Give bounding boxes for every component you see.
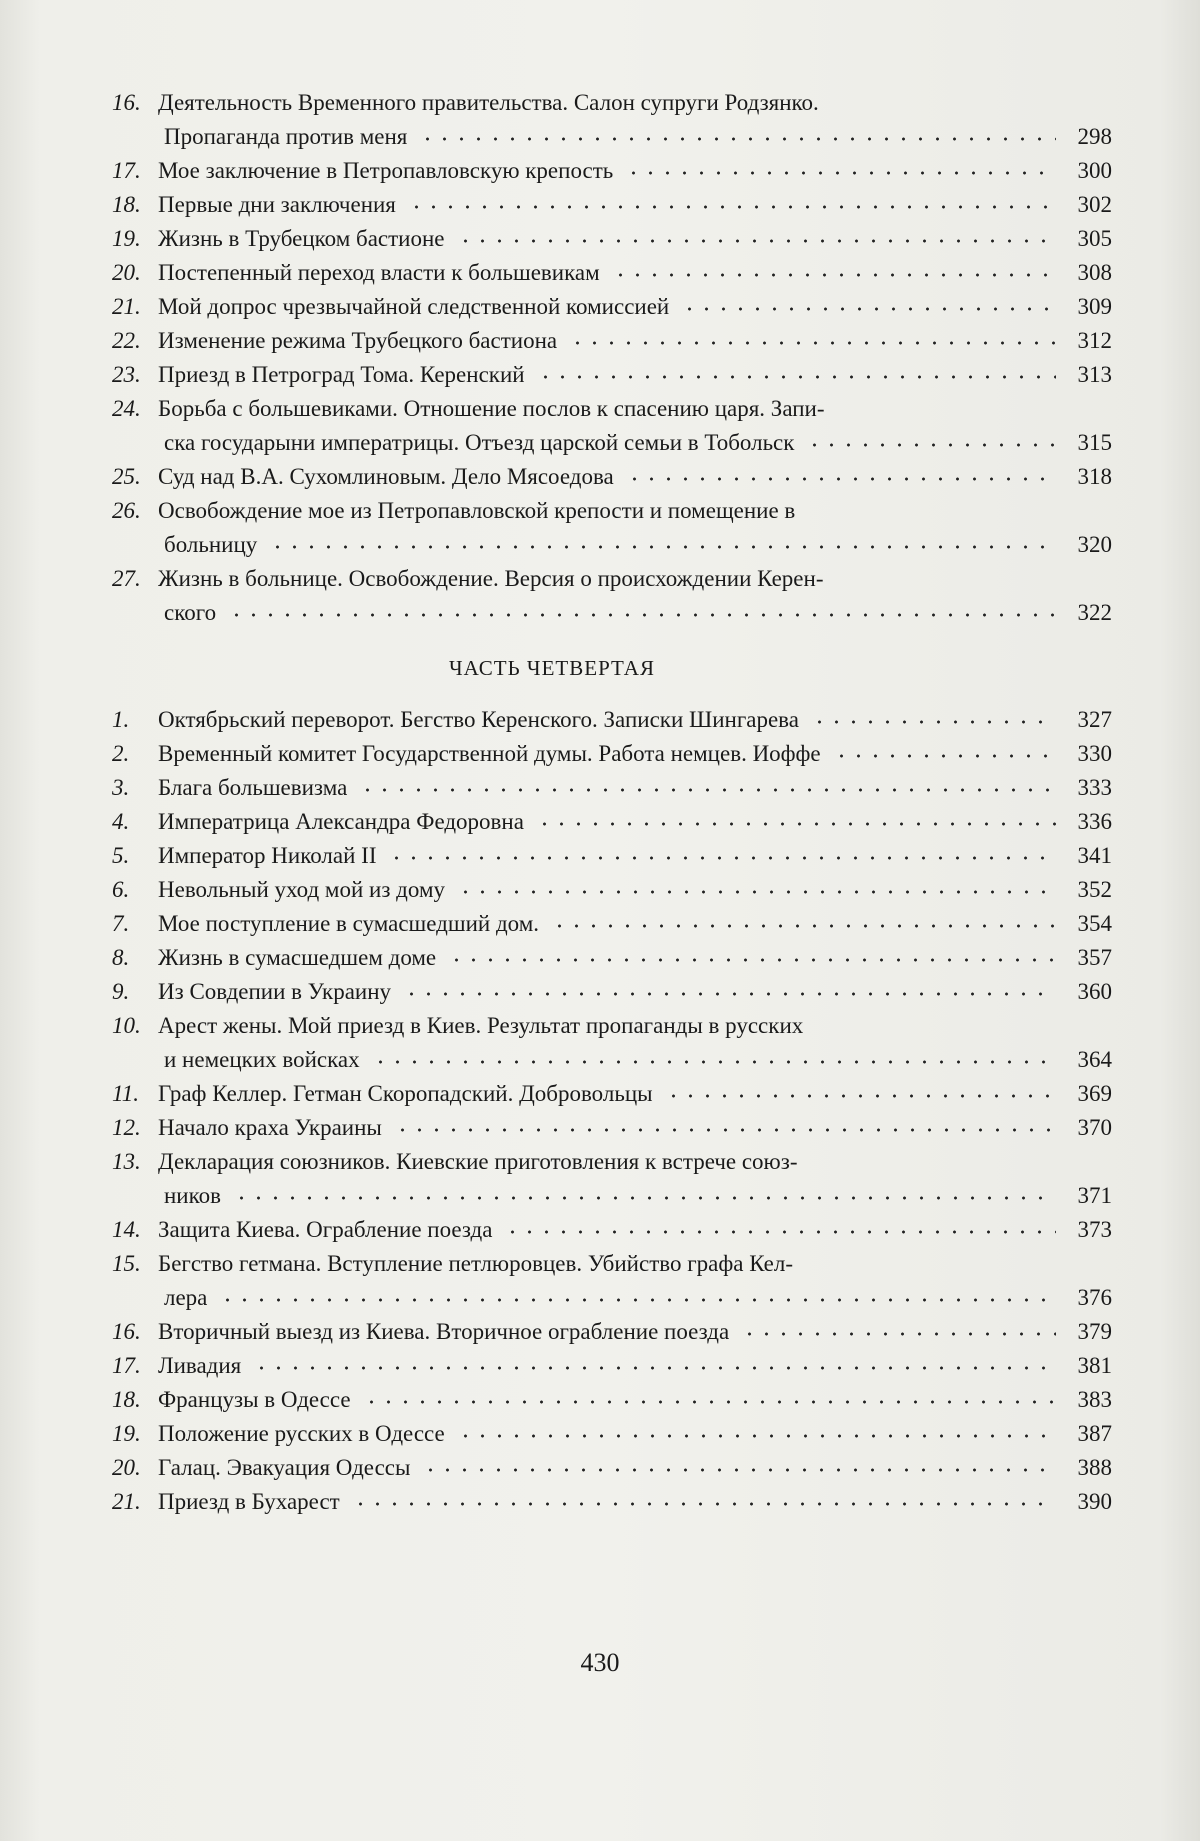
entry-page: 371 bbox=[1077, 1183, 1112, 1208]
entry-page: 383 bbox=[1077, 1387, 1112, 1412]
entry-page: 341 bbox=[1077, 843, 1112, 868]
entry-line bbox=[158, 1145, 1112, 1179]
dot-leader bbox=[453, 224, 1056, 246]
dot-leader bbox=[807, 705, 1056, 727]
entry-title: Постепенный переход власти к большевикам bbox=[158, 260, 600, 285]
entry-number: 23. bbox=[112, 362, 141, 387]
page-number: 430 bbox=[580, 1648, 620, 1677]
entry-title: Галац. Эвакуация Одессы bbox=[158, 1455, 411, 1480]
toc-entry bbox=[112, 154, 1112, 188]
entry-number: 25. bbox=[112, 464, 141, 489]
entry-line bbox=[158, 873, 1112, 907]
entry-number: 7. bbox=[112, 911, 130, 936]
entry-title: Октябрьский переворот. Бегство Керенского. Записки Шингарева bbox=[158, 707, 799, 732]
entry-number: 17. bbox=[112, 158, 141, 183]
entry-title: Невольный уход мой из дому bbox=[158, 877, 445, 902]
entry-line bbox=[158, 528, 1112, 562]
entry-line bbox=[158, 703, 1112, 737]
entry-title: ников bbox=[164, 1183, 221, 1208]
toc-entry bbox=[112, 494, 1112, 562]
dot-leader bbox=[368, 1045, 1056, 1067]
toc-entry bbox=[112, 1451, 1112, 1485]
toc-entry bbox=[112, 839, 1112, 873]
entry-title: Бегство гетмана. Вступление петлюровцев. Убийство графа Кел- bbox=[158, 1251, 794, 1276]
entry-title: Освобождение мое из Петропавловской крепости и помещение в bbox=[158, 498, 796, 523]
dot-leader bbox=[444, 943, 1056, 965]
entry-title: лера bbox=[164, 1285, 208, 1310]
entry-body bbox=[158, 1349, 1112, 1383]
entry-line bbox=[158, 188, 1112, 222]
toc-entry bbox=[112, 222, 1112, 256]
entry-page: 388 bbox=[1077, 1455, 1112, 1480]
entry-page: 315 bbox=[1077, 430, 1112, 455]
toc-entry bbox=[112, 1111, 1112, 1145]
entry-line bbox=[158, 1451, 1112, 1485]
toc-entry bbox=[112, 737, 1112, 771]
entry-line bbox=[158, 460, 1112, 494]
entry-number: 17. bbox=[112, 1353, 141, 1378]
dot-leader bbox=[418, 1453, 1056, 1475]
entry-title: Император Николай II bbox=[158, 843, 377, 868]
entry-number: 6. bbox=[112, 877, 130, 902]
entry-page: 373 bbox=[1077, 1217, 1112, 1242]
entry-number: 26. bbox=[112, 498, 141, 523]
section-title: ЧАСТЬ ЧЕТВЕРТАЯ bbox=[449, 656, 655, 680]
toc-entry bbox=[112, 941, 1112, 975]
dot-leader bbox=[533, 360, 1056, 382]
toc-entry bbox=[112, 1247, 1112, 1315]
entry-number: 16. bbox=[112, 1319, 141, 1344]
entry-line bbox=[158, 1417, 1112, 1451]
dot-leader bbox=[500, 1215, 1056, 1237]
entry-page: 302 bbox=[1077, 192, 1112, 217]
entry-number: 1. bbox=[112, 707, 130, 732]
entry-page: 357 bbox=[1077, 945, 1112, 970]
entry-page: 390 bbox=[1077, 1489, 1112, 1514]
toc-entry bbox=[112, 1485, 1112, 1519]
entry-title: Жизнь в больнице. Освобождение. Версия о происхождении Керен- bbox=[158, 566, 824, 591]
toc-entry bbox=[112, 460, 1112, 494]
entry-title: Приезд в Бухарест bbox=[158, 1489, 340, 1514]
dot-leader bbox=[532, 807, 1056, 829]
entry-number: 27. bbox=[112, 566, 141, 591]
dot-leader bbox=[384, 841, 1056, 863]
entry-page: 320 bbox=[1077, 532, 1112, 557]
entry-line bbox=[158, 907, 1112, 941]
entry-title: Защита Киева. Ограбление поезда bbox=[158, 1217, 493, 1242]
entry-number: 18. bbox=[112, 192, 141, 217]
entry-number: 24. bbox=[112, 396, 141, 421]
entry-body bbox=[158, 154, 1112, 188]
entry-line bbox=[158, 737, 1112, 771]
toc-entry bbox=[112, 805, 1112, 839]
entry-page: 354 bbox=[1077, 911, 1112, 936]
part-three-list bbox=[112, 86, 1112, 630]
toc-entry bbox=[112, 358, 1112, 392]
entry-page: 381 bbox=[1077, 1353, 1112, 1378]
entry-line bbox=[158, 154, 1112, 188]
entry-line bbox=[158, 1281, 1112, 1315]
entry-line bbox=[158, 494, 1112, 528]
entry-number: 3. bbox=[112, 775, 130, 800]
entry-page: 369 bbox=[1077, 1081, 1112, 1106]
entry-page: 308 bbox=[1077, 260, 1112, 285]
entry-page: 313 bbox=[1077, 362, 1112, 387]
toc-entry bbox=[112, 86, 1112, 154]
entry-page: 298 bbox=[1077, 124, 1112, 149]
dot-leader bbox=[390, 1113, 1056, 1135]
entry-page: 370 bbox=[1077, 1115, 1112, 1140]
entry-body bbox=[158, 975, 1112, 1009]
entry-body bbox=[158, 941, 1112, 975]
dot-leader bbox=[802, 428, 1056, 450]
dot-leader bbox=[453, 875, 1056, 897]
toc-entry bbox=[112, 188, 1112, 222]
entry-body bbox=[158, 290, 1112, 324]
toc-entry bbox=[112, 562, 1112, 630]
entry-number: 19. bbox=[112, 226, 141, 251]
entry-number: 2. bbox=[112, 741, 130, 766]
dot-leader bbox=[229, 1181, 1056, 1203]
entry-title: Вторичный выезд из Киева. Вторичное ограбление поезда bbox=[158, 1319, 730, 1344]
entry-title: Арест жены. Мой приезд в Киев. Результат пропаганды в русских bbox=[158, 1013, 804, 1038]
dot-leader bbox=[677, 292, 1056, 314]
entry-line bbox=[158, 1247, 1112, 1281]
entry-title: больницу bbox=[164, 532, 258, 557]
entry-body bbox=[158, 1145, 1112, 1213]
dot-leader bbox=[608, 258, 1056, 280]
toc-entry bbox=[112, 907, 1112, 941]
entry-title: Жизнь в сумасшедшем доме bbox=[158, 945, 437, 970]
entry-body bbox=[158, 1111, 1112, 1145]
entry-title: Суд над В.А. Сухомлиновым. Дело Мясоедова bbox=[158, 464, 614, 489]
dot-leader bbox=[621, 156, 1056, 178]
entry-body bbox=[158, 1383, 1112, 1417]
entry-title: Французы в Одессе bbox=[158, 1387, 351, 1412]
entry-line bbox=[158, 1111, 1112, 1145]
entry-title: Императрица Александра Федоровна bbox=[158, 809, 524, 834]
toc-entry bbox=[112, 1417, 1112, 1451]
entry-page: 376 bbox=[1077, 1285, 1112, 1310]
entry-page: 309 bbox=[1077, 294, 1112, 319]
dot-leader bbox=[404, 190, 1056, 212]
entry-body bbox=[158, 460, 1112, 494]
entry-body bbox=[158, 1009, 1112, 1077]
entry-line bbox=[158, 1043, 1112, 1077]
entry-line bbox=[158, 1349, 1112, 1383]
entry-line bbox=[158, 596, 1112, 630]
dot-leader bbox=[215, 1283, 1056, 1305]
entry-page: 387 bbox=[1077, 1421, 1112, 1446]
entry-page: 305 bbox=[1077, 226, 1112, 251]
entry-title: Деятельность Временного правительства. Салон супруги Родзянко. bbox=[158, 90, 819, 115]
entry-title: Первые дни заключения bbox=[158, 192, 396, 217]
entry-body bbox=[158, 1315, 1112, 1349]
entry-body bbox=[158, 494, 1112, 562]
entry-title: ского bbox=[164, 600, 217, 625]
dot-leader bbox=[355, 773, 1056, 795]
entry-line bbox=[158, 839, 1112, 873]
toc-entry bbox=[112, 975, 1112, 1009]
entry-body bbox=[158, 324, 1112, 358]
entry-line bbox=[158, 771, 1112, 805]
entry-body bbox=[158, 562, 1112, 630]
entry-number: 8. bbox=[112, 945, 130, 970]
entry-body bbox=[158, 737, 1112, 771]
entry-line bbox=[158, 805, 1112, 839]
entry-line bbox=[158, 86, 1112, 120]
entry-body bbox=[158, 771, 1112, 805]
toc-entry bbox=[112, 873, 1112, 907]
entry-number: 21. bbox=[112, 1489, 141, 1514]
entry-title: Мое заключение в Петропавловскую крепость bbox=[158, 158, 614, 183]
entry-body bbox=[158, 188, 1112, 222]
entry-page: 330 bbox=[1077, 741, 1112, 766]
dot-leader bbox=[249, 1351, 1056, 1373]
entry-body bbox=[158, 392, 1112, 460]
dot-leader bbox=[453, 1419, 1056, 1441]
entry-title: Мой допрос чрезвычайной следственной комиссией bbox=[158, 294, 670, 319]
dot-leader bbox=[622, 462, 1056, 484]
entry-title: Декларация союзников. Киевские приготовления к встрече союз- bbox=[158, 1149, 798, 1174]
entry-page: 352 bbox=[1077, 877, 1112, 902]
entry-body bbox=[158, 1451, 1112, 1485]
entry-body bbox=[158, 256, 1112, 290]
entry-number: 14. bbox=[112, 1217, 141, 1242]
entry-line bbox=[158, 1383, 1112, 1417]
entry-title: Начало краха Украины bbox=[158, 1115, 382, 1140]
entry-number: 9. bbox=[112, 979, 130, 1004]
entry-number: 5. bbox=[112, 843, 130, 868]
entry-line bbox=[158, 222, 1112, 256]
entry-title: ска государыни императрицы. Отъезд царской семьи в Тобольск bbox=[164, 430, 795, 455]
entry-page: 318 bbox=[1077, 464, 1112, 489]
entry-page: 360 bbox=[1077, 979, 1112, 1004]
toc-entry bbox=[112, 1009, 1112, 1077]
dot-leader bbox=[359, 1385, 1056, 1407]
entry-number: 18. bbox=[112, 1387, 141, 1412]
entry-body bbox=[158, 1213, 1112, 1247]
entry-line bbox=[158, 1179, 1112, 1213]
entry-line bbox=[158, 256, 1112, 290]
entry-title: и немецких войсках bbox=[164, 1047, 360, 1072]
dot-leader bbox=[415, 122, 1056, 144]
entry-body bbox=[158, 1247, 1112, 1315]
dot-leader bbox=[265, 530, 1056, 552]
entry-line bbox=[158, 392, 1112, 426]
part-four-list bbox=[112, 703, 1112, 1519]
entry-line bbox=[158, 1213, 1112, 1247]
dot-leader bbox=[348, 1487, 1056, 1509]
entry-line bbox=[158, 290, 1112, 324]
entry-line bbox=[158, 975, 1112, 1009]
entry-number: 20. bbox=[112, 1455, 141, 1480]
entry-title: Жизнь в Трубецком бастионе bbox=[158, 226, 445, 251]
toc-entry bbox=[112, 290, 1112, 324]
toc-entry bbox=[112, 1145, 1112, 1213]
entry-body bbox=[158, 1417, 1112, 1451]
toc-entry bbox=[112, 1315, 1112, 1349]
entry-line bbox=[158, 562, 1112, 596]
entry-line bbox=[158, 941, 1112, 975]
entry-page: 333 bbox=[1077, 775, 1112, 800]
entry-number: 15. bbox=[112, 1251, 141, 1276]
toc-entry bbox=[112, 771, 1112, 805]
entry-body bbox=[158, 805, 1112, 839]
entry-title: Из Совдепии в Украину bbox=[158, 979, 392, 1004]
dot-leader bbox=[547, 909, 1056, 931]
toc-entry bbox=[112, 1213, 1112, 1247]
entry-line bbox=[158, 426, 1112, 460]
entry-number: 20. bbox=[112, 260, 141, 285]
entry-number: 12. bbox=[112, 1115, 141, 1140]
entry-number: 4. bbox=[112, 809, 130, 834]
entry-number: 13. bbox=[112, 1149, 141, 1174]
entry-page: 327 bbox=[1077, 707, 1112, 732]
entry-title: Ливадия bbox=[158, 1353, 242, 1378]
dot-leader bbox=[399, 977, 1056, 999]
entry-page: 336 bbox=[1077, 809, 1112, 834]
toc-entry bbox=[112, 1383, 1112, 1417]
toc-entry bbox=[112, 324, 1112, 358]
entry-body bbox=[158, 873, 1112, 907]
entry-body bbox=[158, 86, 1112, 154]
entry-body bbox=[158, 1077, 1112, 1111]
entry-line bbox=[158, 1009, 1112, 1043]
entry-page: 322 bbox=[1077, 600, 1112, 625]
toc-entry bbox=[112, 1077, 1112, 1111]
toc-entry bbox=[112, 703, 1112, 737]
entry-line bbox=[158, 324, 1112, 358]
entry-page: 300 bbox=[1077, 158, 1112, 183]
entry-title: Граф Келлер. Гетман Скоропадский. Добровольцы bbox=[158, 1081, 653, 1106]
entry-line bbox=[158, 358, 1112, 392]
entry-title: Временный комитет Государственной думы. Работа немцев. Иоффе bbox=[158, 741, 821, 766]
entry-body bbox=[158, 358, 1112, 392]
entry-line bbox=[158, 120, 1112, 154]
entry-body bbox=[158, 1485, 1112, 1519]
entry-number: 16. bbox=[112, 90, 141, 115]
entry-body bbox=[158, 703, 1112, 737]
toc-entry bbox=[112, 1349, 1112, 1383]
entry-title: Изменение режима Трубецкого бастиона bbox=[158, 328, 558, 353]
entry-number: 10. bbox=[112, 1013, 141, 1038]
entry-number: 22. bbox=[112, 328, 141, 353]
entry-title: Приезд в Петроград Тома. Керенский bbox=[158, 362, 525, 387]
toc-entry bbox=[112, 256, 1112, 290]
entry-line bbox=[158, 1077, 1112, 1111]
toc-entry bbox=[112, 392, 1112, 460]
entry-page: 312 bbox=[1077, 328, 1112, 353]
dot-leader bbox=[829, 739, 1056, 761]
entry-title: Мое поступление в сумасшедший дом. bbox=[158, 911, 540, 936]
entry-title: Борьба с большевиками. Отношение послов к спасению царя. Запи- bbox=[158, 396, 825, 421]
dot-leader bbox=[565, 326, 1056, 348]
entry-title: Положение русских в Одессе bbox=[158, 1421, 445, 1446]
table-of-contents bbox=[112, 86, 1112, 1519]
dot-leader bbox=[661, 1079, 1056, 1101]
entry-line bbox=[158, 1315, 1112, 1349]
entry-line bbox=[158, 1485, 1112, 1519]
entry-number: 19. bbox=[112, 1421, 141, 1446]
entry-title: Блага большевизма bbox=[158, 775, 348, 800]
entry-page: 364 bbox=[1077, 1047, 1112, 1072]
entry-body bbox=[158, 839, 1112, 873]
entry-number: 21. bbox=[112, 294, 141, 319]
entry-title: Пропаганда против меня bbox=[164, 124, 408, 149]
entry-body bbox=[158, 222, 1112, 256]
entry-page: 379 bbox=[1077, 1319, 1112, 1344]
dot-leader bbox=[737, 1317, 1056, 1339]
dot-leader bbox=[224, 598, 1056, 620]
entry-number: 11. bbox=[112, 1081, 140, 1106]
entry-body bbox=[158, 907, 1112, 941]
